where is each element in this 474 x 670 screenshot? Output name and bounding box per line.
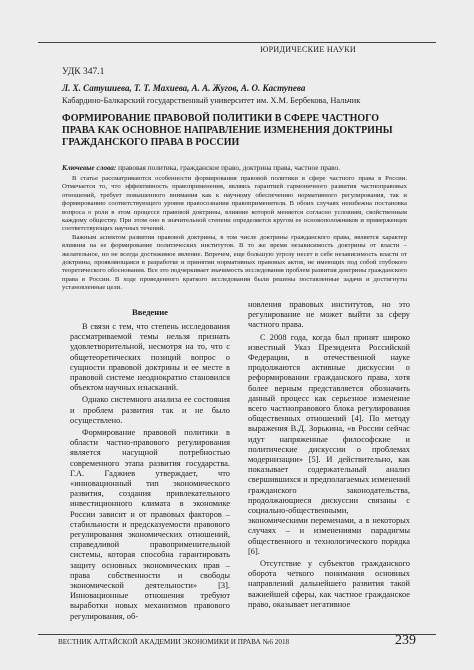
author-list: Л. Х. Сатушиева, Т. Т. Махиева, А. А. Жугов, А. О. Каступева xyxy=(62,83,306,93)
journal-name: ВЕСТНИК АЛТАЙСКОЙ АКАДЕМИИ ЭКОНОМИКИ И ПРАВА №6 2018 xyxy=(58,638,290,646)
body-paragraph: Формирование правовой политики в области частно-правового регулирования является насущной потребностью современного этапа развития государства. Г.А. Гаджиев утверждает, что «инновационный тип экономического развития, создания привлекательного инвестиционного климата в экономике России зависит и от правовых факторов – стабильности и предсказуемости правового регулирования экономических отношений, справедливой правоприменительной системы, которая способна гарантировать защиту основных экономических прав – права собственности и свободы экономической деятельности» [3]. Инновационные отношения требуют выработки новых механизмов правового регулирования, об- xyxy=(70,428,230,621)
abstract-paragraph: В статье рассматриваются особенности формирования правовой политики в сфере частного права в России. Отмечается то, что эффективность правоприменения, являясь гарантией гармоничного развития частноправовых отношений, требует повышенного внимания как к научному обеспечению нормативного регулирования, так и формированию соответствующего уровня правосознания правоприменителя. В обоих случаях неизбежна постановка вопроса о роли в этом процессе правовой доктрины, влияние которой меняется согласно условиям, свойственным каждому обществу. При этом оно в значительной степени определяется кругом ее основоположников и приверженцев соответствующих научных течений. xyxy=(62,175,407,233)
keywords-label: Ключевые слова: xyxy=(62,163,117,172)
keywords-text: правовая политика, гражданское право, доктрина права, частное право. xyxy=(116,163,340,172)
keywords xyxy=(62,163,407,172)
right-column xyxy=(248,300,410,612)
running-footer xyxy=(38,633,436,648)
page-number: 239 xyxy=(395,633,416,648)
section-label: ЮРИДИЧЕСКИЕ НАУКИ xyxy=(260,45,356,54)
left-column xyxy=(70,322,230,624)
body-paragraph-continued: новления правовых институтов, но это регулирование не может выйти за сферу частного права. xyxy=(248,300,410,330)
article-title: ФОРМИРОВАНИЕ ПРАВОВОЙ ПОЛИТИКИ В СФЕРЕ ЧАСТНОГО ПРАВА КАК ОСНОВНОЕ НАПРАВЛЕНИЕ ИЗМЕНЕНИЯ ДОКТРИНЫ ГРАЖДАНСКОГО ПРАВА В РОССИИ xyxy=(62,113,393,148)
body-paragraph: С 2008 года, когда был принят широко известный Указ Президента Российской Федерации, в отечественной науке продолжаются активные дискуссии о реформировании гражданского права, хотя более верным представляется обозначить данный процесс как серьезное изменение всего частноправового блока регулирования общественных отношений [4]. По методу выражения В.Д. Зорькина, «в России сейчас идут напряженные философские и политические дискуссии о проблемах модернизации» [5]. И действительно, как показывает содержательный анализ свершившихся и предполагаемых изменений гражданского законодательства, продолжающиеся дискуссии связаны с социально-общественными, экономическими переменами, а в некоторых случаях – и изменениями парадигмы общественного и технологического порядка [6]. xyxy=(248,332,410,556)
running-header xyxy=(38,42,436,54)
body-paragraph: В связи с тем, что степень исследования рассматриваемой темы нельзя признать удовлетворительной, несмотря на то, что с общетеоретических позиций вопрос о сущности правовой доктрины и ее месте в правовой системе неоднократно становился объектом научных изысканий. xyxy=(70,322,230,393)
affiliation: Кабардино-Балкарский государственный университет им. Х.М. Бербекова, Нальчик xyxy=(62,96,361,105)
body-paragraph: Однако системного анализа ее состояния и проблем развития так и не было осуществлено. xyxy=(70,395,230,425)
abstract-paragraph: Важным аспектом развития правовой доктрины, в том числе доктрины гражданского права, является характер влияния на ее формирование политических институтов. В то же время независимость доктрины от власти – желательное, но не всегда достижимое явление. Впрочем, еще большую угрозу несет в себе независимость власти от доктрины, проявляющаяся в разработке и принятии нормативных правовых актов, не имеющих под собой глубокого теоретического обоснования. Все это подчеркивает значимость исследования проблем развития доктрины гражданского права в России. В ходе проведенного краткого исследования были решены поставленные задачи и достигнуты установленные цели. xyxy=(62,233,407,292)
intro-heading: Введение xyxy=(132,307,168,317)
abstract xyxy=(62,175,407,293)
udc-code: УДК 347.1 xyxy=(62,67,105,77)
body-paragraph: Отсутствие у субъектов гражданского оборота четкого понимания основных направлений дальнейшего развития такой важнейшей сферы, как частное гражданское право, оказывает негативное xyxy=(248,559,410,609)
